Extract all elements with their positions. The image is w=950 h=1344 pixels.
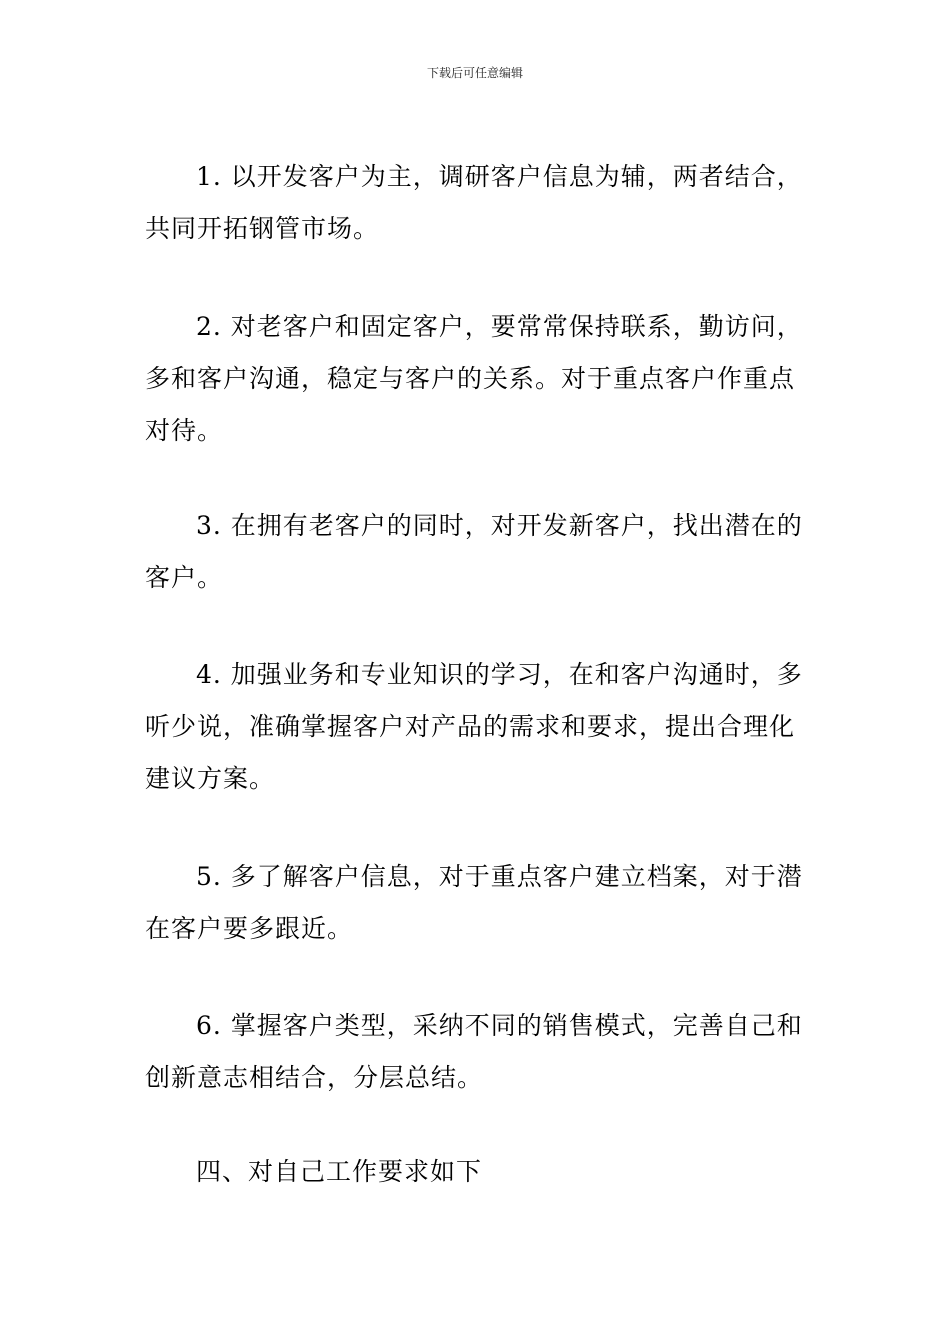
paragraph-item-1: 1. 以开发客户为主，调研客户信息为辅，两者结合，共同开拓钢管市场。 [145, 162, 803, 243]
paragraph-item-2: 2. 对老客户和固定客户，要常常保持联系，勤访问，多和客户沟通，稳定与客户的关系。对于重点客户作重点对待。 [145, 312, 803, 445]
paragraph-item-3: 3. 在拥有老客户的同时，对开发新客户，找出潜在的客户。 [145, 511, 803, 592]
paragraph-item-6: 6. 掌握客户类型，采纳不同的销售模式，完善自己和创新意志相结合，分层总结。 [145, 1011, 803, 1092]
paragraph-item-5: 5. 多了解客户信息，对于重点客户建立档案，对于潜在客户要多跟近。 [145, 862, 803, 943]
paragraph-item-4: 4. 加强业务和专业知识的学习，在和客户沟通时，多听少说，准确掌握客户对产品的需求和要求，提出合理化建议方案。 [145, 660, 803, 793]
page-header-note: 下载后可任意编辑 [426, 66, 523, 80]
section-heading: 四、对自己工作要求如下 [196, 1157, 483, 1186]
